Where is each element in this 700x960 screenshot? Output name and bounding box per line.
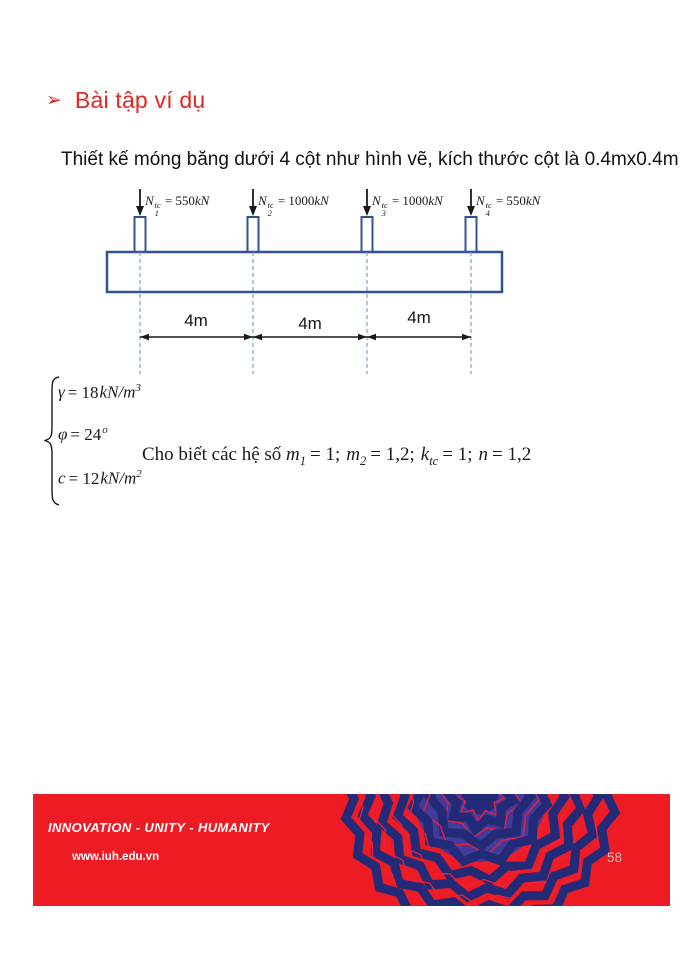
load-value: = 1000 [277,193,315,208]
load-label-1 [145,193,209,217]
load-unit: kN [314,193,329,208]
coeff-k-sub: tc [429,453,439,468]
load-subscript: 2 [267,208,272,219]
load-symbol: N [476,193,485,208]
param-value: = 12 [68,468,100,488]
load-unit: kN [428,193,443,208]
load-superscript: tc [381,200,388,210]
dimension-label-3: 4m [407,308,431,327]
param-symbol: c [58,468,66,488]
load-value: = 550 [164,193,195,208]
page-title: Bài tập ví dụ [74,87,206,113]
param-value: = 24 [70,424,102,444]
coeff-m1-sub: 1 [299,453,307,468]
load-label-3 [372,193,443,217]
foundation-diagram [0,185,700,385]
bullet-arrow-icon: ➢ [46,90,62,111]
load-unit: kN [194,193,210,208]
param-exponent: 2 [136,468,142,480]
load-unit: kN [525,193,541,208]
coeff-k-value: = 1; [442,444,473,465]
coefficients-line [142,444,537,469]
load-superscript: tc [267,200,274,210]
load-superscript: tc [154,200,161,210]
dimension-label-2: 4m [298,314,322,333]
param-exponent: o [102,424,108,436]
page-number: 58 [607,850,623,865]
coeff-m1-symbol: m [286,444,300,465]
supsub [486,201,492,217]
soil-param-gamma [58,382,141,403]
problem-statement: Thiết kế móng băng dưới 4 cột như hình vẽ, kích thước cột là 0.4mx0.4m [61,149,679,170]
dim-arrowhead [253,334,262,340]
soil-param-c [58,468,142,489]
column-2 [248,217,259,252]
load-symbol: N [258,193,267,208]
footer-website: www.iuh.edu.vn [72,851,160,863]
load-subscript: 1 [154,208,159,219]
dim-arrowhead [367,334,376,340]
load-symbol: N [145,193,154,208]
supsub [268,201,274,217]
load-arrowhead-1 [136,206,144,216]
supsub [382,201,388,217]
coeff-n-value: = 1,2 [491,444,532,465]
load-label-2 [258,193,329,217]
load-arrowhead-4 [467,206,475,216]
dim-arrowhead [462,334,471,340]
dim-arrowhead [140,334,149,340]
coeff-m2-value: = 1,2; [370,444,415,465]
dimension-label-1: 4m [184,311,208,330]
param-value: = 18 [67,382,99,402]
load-value: = 1000 [391,193,429,208]
slide-title-row [46,87,205,114]
footer-slogan: INNOVATION - UNITY - HUMANITY [48,820,270,835]
supsub [155,201,161,217]
gear-pattern-decoration [33,794,670,906]
coeff-m2-symbol: m [346,444,361,465]
load-arrowhead-2 [249,206,257,216]
column-1 [135,217,146,252]
column-4 [466,217,477,252]
param-symbol: γ [58,382,65,402]
coefficients-prefix: Cho biết các hệ số [142,444,282,465]
load-label-4 [476,193,540,217]
coeff-m2-sub: 2 [360,453,367,468]
load-subscript: 4 [485,208,490,219]
coeff-n-symbol: n [478,444,488,465]
load-superscript: tc [485,200,492,210]
load-arrowhead-3 [363,206,371,216]
coeff-k-symbol: k [420,444,430,465]
param-unit: kN/m [99,382,136,402]
load-symbol: N [372,193,381,208]
param-exponent: 3 [135,382,141,394]
dim-arrowhead [244,334,253,340]
foundation-beam [107,252,502,292]
load-value: = 550 [495,193,526,208]
load-subscript: 3 [381,208,386,219]
column-3 [362,217,373,252]
footer-banner [33,794,670,906]
param-symbol: φ [58,424,68,444]
param-unit: kN/m [100,468,137,488]
soil-param-phi [58,424,108,445]
coeff-m1-value: = 1; [310,444,341,465]
dim-arrowhead [358,334,367,340]
